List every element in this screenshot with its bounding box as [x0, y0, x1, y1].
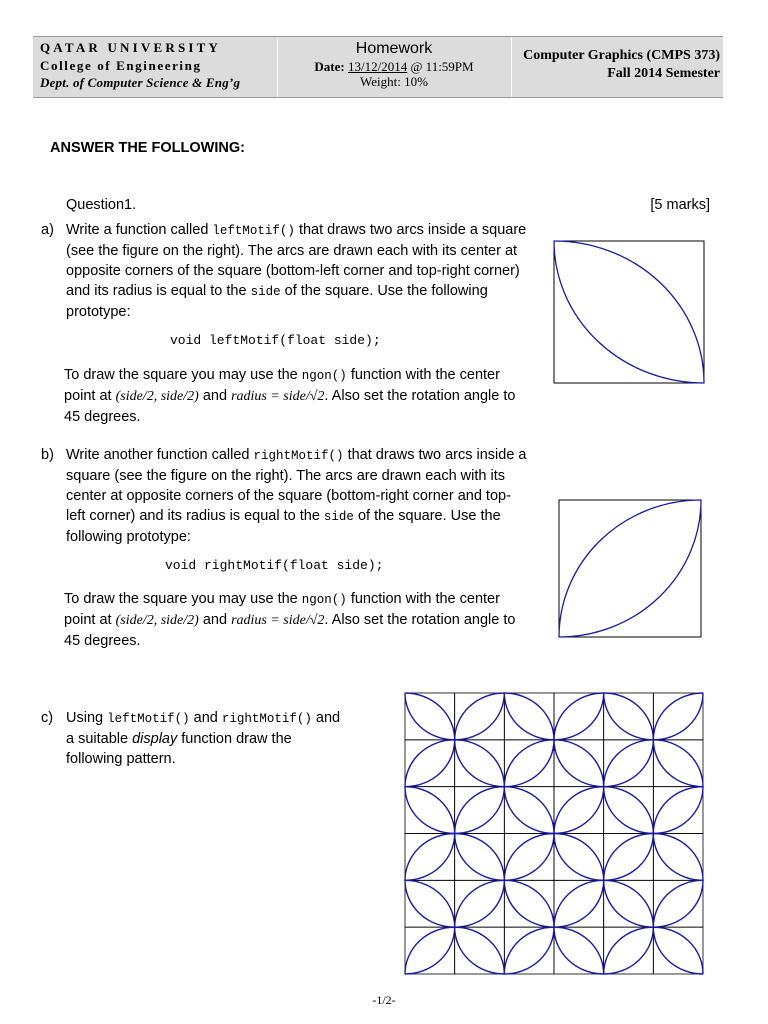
pattern-cell — [455, 787, 505, 834]
left-motif-arc — [653, 740, 703, 787]
text-run: function with the center point at — [64, 367, 500, 404]
right-motif-arc — [455, 880, 505, 927]
left-motif-arc — [455, 740, 505, 787]
right-motif-arc — [554, 693, 604, 740]
pattern-cell — [405, 880, 455, 927]
pattern-cell — [504, 880, 554, 927]
right-motif-arc — [604, 834, 654, 881]
college-name: College of Engineering — [40, 58, 202, 73]
right-motif-arc — [455, 787, 505, 834]
right-motif-arc — [554, 787, 604, 834]
time-value: @ 11:59PM — [410, 59, 474, 74]
pattern-cell — [455, 740, 505, 787]
part-b-text — [66, 445, 528, 547]
left-motif-arc — [504, 787, 554, 834]
text-run: . Also set the rotation angle to 45 degrees. — [64, 612, 516, 649]
math-expression: radius = side/√2 — [231, 389, 325, 404]
part-b-prototype: void rightMotif(float side); — [165, 558, 384, 573]
document-header — [33, 36, 723, 98]
part-b-label: b) — [41, 447, 54, 463]
pattern-cell — [455, 927, 505, 974]
doc-type: Homework — [355, 40, 433, 57]
text-run: . Also set the rotation angle to 45 degrees. — [64, 388, 516, 425]
text-run: Write a function called — [66, 222, 213, 238]
pattern-cell — [653, 834, 703, 881]
arc-top-left-center — [559, 500, 701, 637]
page-number: -1/2- — [372, 993, 396, 1007]
function-name: leftMotif() — [107, 712, 190, 726]
pattern-cell — [504, 693, 554, 740]
right-motif-arc — [504, 834, 554, 881]
left-motif-arc — [504, 693, 554, 740]
right-motif-arc — [504, 834, 554, 881]
left-motif-arc — [554, 927, 604, 974]
left-motif-arc — [504, 693, 554, 740]
math-expression: (side/2, side/2) — [115, 389, 199, 404]
arc-bottom-left-center — [554, 241, 704, 383]
right-motif-arc — [653, 787, 703, 834]
right-motif-arc — [455, 693, 505, 740]
instructions-heading: ANSWER THE FOLLOWING: — [50, 140, 245, 156]
left-motif-arc — [405, 880, 455, 927]
text-run: To draw the square you may use the — [64, 367, 302, 383]
part-a-label: a) — [41, 222, 54, 238]
right-motif-arc — [455, 693, 505, 740]
text-run: and — [198, 388, 232, 404]
code-word: side — [250, 285, 281, 299]
part-a-note — [64, 365, 529, 427]
math-expression: (side/2, side/2) — [115, 613, 199, 628]
left-motif-arc — [554, 834, 604, 881]
square-outline — [559, 500, 701, 637]
pattern-cell — [554, 834, 604, 881]
left-motif-arc — [405, 880, 455, 927]
pattern-cell — [504, 787, 554, 834]
text-run: that draws two arcs inside a square (see the figure on the right). The arcs are drawn each with its center at opposite corners of the square (bottom-right corner and top-left corner) and its radius is equal to the — [66, 447, 527, 524]
motif-pattern-figure — [404, 692, 704, 975]
right-motif-figure — [558, 499, 702, 638]
pattern-cell — [504, 740, 554, 787]
left-motif-arc — [504, 880, 554, 927]
pattern-cell — [504, 834, 554, 881]
right-motif-arc — [604, 740, 654, 787]
pattern-cell — [554, 693, 604, 740]
left-motif-arc — [455, 834, 505, 881]
pattern-cell — [405, 834, 455, 881]
left-motif-arc — [604, 787, 654, 834]
left-motif-arc — [405, 693, 455, 740]
pattern-cell — [604, 787, 654, 834]
due-date-line — [279, 59, 509, 74]
text-run: and a suitable — [66, 710, 341, 747]
function-name: ngon() — [301, 369, 347, 383]
part-a-prototype: void leftMotif(float side); — [170, 333, 381, 348]
left-motif-arc — [604, 693, 654, 740]
pattern-cell — [604, 834, 654, 881]
pattern-cell — [604, 927, 654, 974]
part-b-note — [64, 589, 529, 651]
right-motif-arc — [604, 834, 654, 881]
left-motif-arc — [604, 880, 654, 927]
pattern-cell — [653, 740, 703, 787]
department-name: Dept. of Computer Science & Eng’g — [40, 75, 241, 90]
right-motif-arc — [554, 880, 604, 927]
right-motif-arc — [604, 927, 654, 974]
right-motif-arc — [653, 787, 703, 834]
right-motif-arc — [405, 927, 455, 974]
pattern-cell — [405, 693, 455, 740]
right-motif-arc — [504, 740, 554, 787]
pattern-cell — [554, 740, 604, 787]
math-expression: radius = side/√2 — [231, 613, 325, 628]
text-run: of the square. Use the following prototype: — [66, 508, 501, 545]
left-motif-arc — [504, 880, 554, 927]
right-motif-arc — [554, 693, 604, 740]
pattern-cell — [405, 740, 455, 787]
right-motif-arc — [504, 740, 554, 787]
text-run: and — [189, 710, 222, 726]
pattern-cell — [604, 880, 654, 927]
pattern-cell — [604, 740, 654, 787]
pattern-cell — [653, 927, 703, 974]
pattern-cell — [554, 927, 604, 974]
left-motif-arc — [653, 834, 703, 881]
text-run: and — [198, 612, 232, 628]
pattern-cell — [455, 693, 505, 740]
course-name: Computer Graphics (CMPS 373) — [523, 48, 720, 63]
left-motif-arc — [653, 927, 703, 974]
pattern-cell — [504, 927, 554, 974]
left-motif-arc — [405, 787, 455, 834]
right-motif-arc — [554, 787, 604, 834]
left-motif-arc — [604, 693, 654, 740]
left-motif-figure — [553, 240, 705, 384]
right-motif-arc — [405, 740, 455, 787]
date-label: Date: — [314, 59, 345, 74]
part-a-text — [66, 220, 531, 322]
left-motif-arc — [604, 880, 654, 927]
right-motif-arc — [653, 880, 703, 927]
arc-bottom-right-center — [559, 500, 701, 637]
right-motif-arc — [504, 927, 554, 974]
function-name: ngon() — [301, 593, 347, 607]
date-value: 13/12/2014 — [347, 59, 408, 74]
left-motif-arc — [554, 740, 604, 787]
right-motif-arc — [554, 880, 604, 927]
pattern-cell — [554, 787, 604, 834]
left-motif-arc — [455, 927, 505, 974]
italic-word: display — [132, 731, 178, 747]
question-title: Question1. — [66, 197, 137, 213]
right-motif-arc — [504, 927, 554, 974]
institution-block — [40, 39, 277, 95]
pattern-cell — [604, 693, 654, 740]
function-name: rightMotif() — [253, 449, 344, 463]
left-motif-arc — [455, 927, 505, 974]
left-motif-arc — [455, 834, 505, 881]
text-run: of the square. Use the following prototype: — [66, 283, 488, 320]
square-outline — [554, 241, 704, 383]
right-motif-arc — [455, 787, 505, 834]
left-motif-arc — [653, 927, 703, 974]
left-motif-arc — [455, 740, 505, 787]
left-motif-arc — [554, 927, 604, 974]
right-motif-arc — [653, 880, 703, 927]
right-motif-arc — [455, 880, 505, 927]
right-motif-arc — [653, 693, 703, 740]
text-run: function with the center point at — [64, 591, 500, 628]
part-c-text — [66, 708, 351, 769]
text-run: function draw the following pattern. — [66, 731, 292, 767]
left-motif-arc — [554, 834, 604, 881]
left-motif-arc — [405, 787, 455, 834]
question-marks: [5 marks] — [650, 197, 710, 213]
right-motif-arc — [604, 927, 654, 974]
assignment-block — [279, 37, 509, 97]
text-run: Using — [66, 710, 108, 726]
part-c-label: c) — [41, 710, 54, 726]
text-run: Write another function called — [66, 447, 254, 463]
left-motif-arc — [604, 787, 654, 834]
pattern-cell — [554, 880, 604, 927]
left-motif-arc — [504, 787, 554, 834]
right-motif-arc — [405, 834, 455, 881]
header-divider — [277, 37, 278, 97]
semester: Fall 2014 Semester — [607, 66, 720, 81]
function-name: rightMotif() — [221, 712, 312, 726]
pattern-cell — [405, 927, 455, 974]
right-motif-arc — [405, 740, 455, 787]
pattern-cell — [653, 880, 703, 927]
code-word: side — [323, 510, 354, 524]
pattern-cell — [455, 880, 505, 927]
right-motif-arc — [653, 693, 703, 740]
course-block — [503, 47, 720, 83]
pattern-cell — [455, 834, 505, 881]
pattern-cell — [405, 787, 455, 834]
function-name: leftMotif() — [212, 224, 295, 238]
left-motif-arc — [653, 834, 703, 881]
right-motif-arc — [405, 834, 455, 881]
pattern-cell — [653, 693, 703, 740]
right-motif-arc — [405, 927, 455, 974]
left-motif-arc — [653, 740, 703, 787]
text-run: that draws two arcs inside a square (see the figure on the right). The arcs are drawn each with its center at opposite corners of the square (bottom-left corner and top-right corner) and its radius is equal to the — [66, 222, 527, 299]
left-motif-arc — [554, 740, 604, 787]
text-run: To draw the square you may use the — [64, 591, 302, 607]
university-name: QATAR UNIVERSITY — [40, 40, 222, 55]
arc-top-right-center — [554, 241, 704, 383]
pattern-cell — [653, 787, 703, 834]
weight: Weight: 10% — [360, 74, 428, 89]
right-motif-arc — [604, 740, 654, 787]
left-motif-arc — [405, 693, 455, 740]
